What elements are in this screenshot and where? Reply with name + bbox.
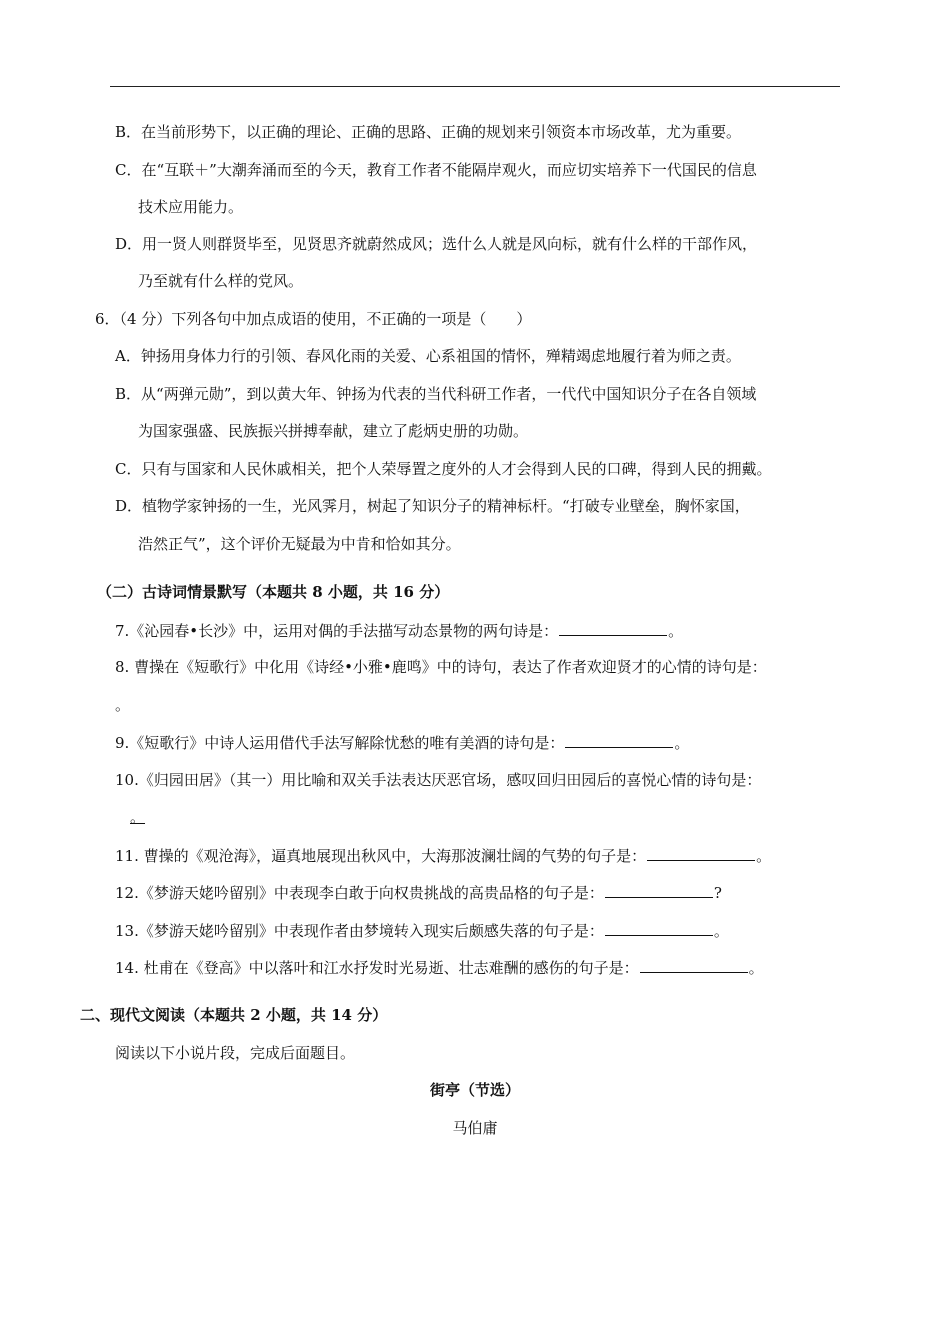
q13-end: 。 <box>713 922 729 940</box>
q11-end: 。 <box>756 847 772 865</box>
header-rule <box>110 86 840 87</box>
q13-line <box>115 920 729 941</box>
q6-option-b-cont: 为国家强盛、民族振兴拼搏奉献，建立了彪炳史册的功勋。 <box>138 422 529 440</box>
q11-line <box>115 845 771 866</box>
q14-answer-blank[interactable] <box>640 957 748 973</box>
section2-title: （二）古诗词情景默写（本题共 8 小题，共 16 分） <box>97 583 450 601</box>
q12-text: 12.《梦游天姥吟留别》中表现李白敢于向权贵挑战的高贵品格的句子是： <box>115 884 604 902</box>
q5-option-c: C．在“互联＋”大潮奔涌而至的今天，教育工作者不能隔岸观火，而应切实培养下一代国民的信息 <box>115 161 757 179</box>
q6-option-d-cont: 浩然正气”，这个评价无疑最为中肯和恰如其分。 <box>138 535 461 553</box>
q7-text: 7.《沁园春•长沙》中，运用对偶的手法描写动态景物的两句诗是： <box>115 622 559 640</box>
q6-stem: 6．（4 分）下列各句中加点成语的使用，不正确的一项是（ ） <box>95 310 532 328</box>
q9-answer-blank[interactable] <box>565 732 673 748</box>
q10-end: 。 <box>130 808 146 826</box>
q10-text: 10.《归园田居》（其一）用比喻和双关手法表达厌恶官场，感叹回归田园后的喜悦心情的诗句是： <box>115 771 762 789</box>
part2-title: 二、现代文阅读（本题共 2 小题，共 14 分） <box>80 1006 388 1024</box>
q12-answer-blank[interactable] <box>605 882 713 898</box>
q13-answer-blank[interactable] <box>605 920 713 936</box>
q14-line <box>115 957 764 978</box>
q13-text: 13.《梦游天姥吟留别》中表现作者由梦境转入现实后颇感失落的句子是： <box>115 922 604 940</box>
q9-text: 9.《短歌行》中诗人运用借代手法写解除忧愁的唯有美酒的诗句是： <box>115 734 565 752</box>
q7-answer-blank[interactable] <box>559 620 667 636</box>
q12-end: ? <box>713 884 722 902</box>
q12-line <box>115 882 722 903</box>
q8-text: 8. 曹操在《短歌行》中化用《诗经•小雅•鹿鸣》中的诗句，表达了作者欢迎贤才的心情的诗句是： <box>115 658 767 676</box>
part2-intro: 阅读以下小说片段，完成后面题目。 <box>115 1044 356 1062</box>
q6-option-a: A．钟扬用身体力行的引领、春风化雨的关爱、心系祖国的情怀，殚精竭虑地履行着为师之责。 <box>115 347 741 365</box>
q11-text: 11. 曹操的《观沧海》，逼真地展现出秋风中，大海那波澜壮阔的气势的句子是： <box>115 847 647 865</box>
q5-option-b: B．在当前形势下，以正确的理论、正确的思路、正确的规划来引领资本市场改革，尤为重要。 <box>115 123 742 141</box>
q6-option-b: B．从“两弹元勋”，到以黄大年、钟扬为代表的当代科研工作者，一代代中国知识分子在各自领域 <box>115 385 757 403</box>
q9-end: 。 <box>674 734 690 752</box>
q9-line <box>115 732 689 753</box>
q5-option-d: D．用一贤人则群贤毕至，见贤思齐就蔚然成风；选什么人就是风向标，就有什么样的干部作风， <box>115 235 758 253</box>
q6-option-d: D．植物学家钟扬的一生，光风霁月，树起了知识分子的精神标杆。“打破专业壁垒，胸怀家国， <box>115 497 750 515</box>
article-title: 街亭（节选） <box>429 1081 520 1099</box>
q5-option-c-cont: 技术应用能力。 <box>138 198 244 216</box>
q14-text: 14. 杜甫在《登高》中以落叶和江水抒发时光易逝、壮志难酬的感伤的句子是： <box>115 959 639 977</box>
q6-option-c: C．只有与国家和人民休戚相关，把个人荣辱置之度外的人才会得到人民的口碑，得到人民的拥戴。 <box>115 460 772 478</box>
q14-end: 。 <box>748 959 764 977</box>
q5-option-d-cont: 乃至就有什么样的党风。 <box>138 272 304 290</box>
q7-line <box>115 620 683 641</box>
q11-answer-blank[interactable] <box>647 845 755 861</box>
article-author: 马伯庸 <box>452 1119 498 1137</box>
q7-end: 。 <box>668 622 684 640</box>
q8-end: 。 <box>115 696 131 714</box>
